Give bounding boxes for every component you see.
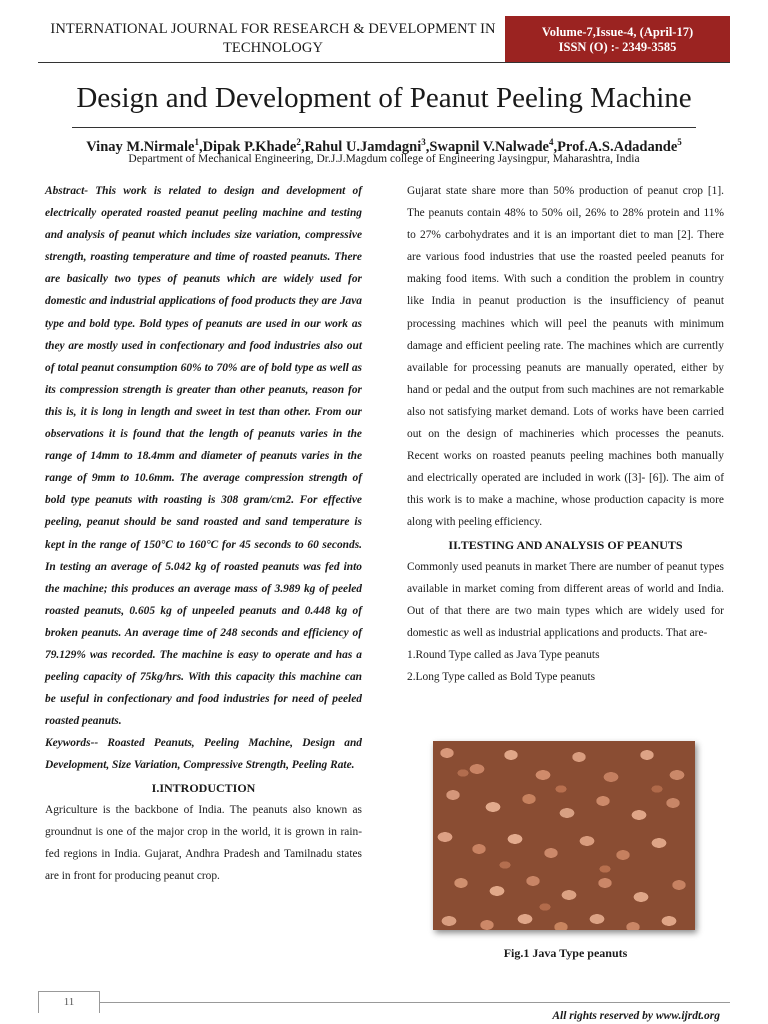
affiliation: Department of Mechanical Engineering, Dr.J.J.Magdum college of Engineering Jaysingpur, Maharashtra, India bbox=[128, 153, 640, 165]
journal-name bbox=[38, 20, 508, 58]
abstract-line: seconds to 60 seconds. In testing an average of 5.042 kg of bbox=[45, 538, 362, 573]
body-line: as groundnut is one of the major crop in the world, it is grown bbox=[45, 803, 362, 838]
abstract bbox=[45, 180, 362, 732]
journal-header bbox=[38, 16, 730, 62]
author-name: Rahul U.Jamdagni bbox=[304, 138, 422, 155]
abstract-line: average time of 248 seconds and efficiency of 79.129% was bbox=[45, 626, 362, 661]
abstract-line: peeled roasted peanuts. bbox=[45, 693, 362, 728]
author-affiliation-mark: 3 bbox=[421, 137, 426, 147]
abstract-line: applications of food products they are Java type and bold bbox=[45, 295, 362, 330]
body-line: out on the design of machineries which processes the peanuts. bbox=[407, 428, 724, 441]
journal-name-line2: TECHNOLOGY bbox=[222, 40, 324, 56]
abstract-line: temperature is kept in the range of 150°C to 160°C for 45 bbox=[45, 516, 362, 551]
author-name: Swapnil V.Nalwade bbox=[429, 138, 549, 155]
body-line: The machines which are currently available for processing bbox=[407, 339, 724, 374]
abstract-line: peanuts, reason for this is, it is long in length and sweet in bbox=[45, 383, 362, 418]
keywords-line: Rate. bbox=[330, 759, 355, 772]
body-line: Commonly used peanuts in market There are number of bbox=[407, 560, 664, 573]
author-affiliation-mark: 4 bbox=[548, 137, 554, 147]
body-line: the problem in country like India in peanut production is the bbox=[407, 273, 724, 308]
author-affiliation-mark: 2 bbox=[296, 137, 301, 147]
abstract-line: total peanut consumption 60% to 70% are of bold type as bbox=[57, 361, 327, 374]
body-line: satisfying market demand. Lots of works have been carried bbox=[447, 405, 724, 418]
section-2-heading: II.TESTING AND ANALYSIS OF PEANUTS bbox=[448, 537, 683, 552]
body-line: of world and India. Out of that there are two main types which bbox=[407, 582, 724, 617]
abstract-line: which are widely used for domestic and industrial bbox=[45, 273, 362, 308]
header-divider bbox=[38, 62, 730, 63]
body-line: man [2]. There are various food industries that use the roasted bbox=[407, 229, 724, 264]
abstract-line: 10.6mm. The average compression strength of bold type bbox=[45, 472, 362, 507]
author-affiliation-mark: 5 bbox=[677, 137, 682, 147]
body-line: insufficiency of peanut processing machines which will peel bbox=[407, 295, 724, 330]
figure-frame bbox=[433, 741, 695, 930]
issue-badge bbox=[505, 16, 730, 62]
abstract-line: test than other. From our observations it is found that the bbox=[45, 405, 362, 441]
abstract-line: mostly used in confectionary and food industries also out of bbox=[45, 339, 362, 374]
body-line: and 11% to 27% carbohydrates and it is an important diet to bbox=[407, 207, 724, 242]
body-line: [1]. The peanuts contain 48% to 50% oil, 26% to 28% protein bbox=[407, 185, 724, 220]
abstract-line: and diameter of peanuts varies in the range of 9mm to bbox=[45, 450, 363, 485]
body-line: Agriculture is the backbone of India. The peanuts also known bbox=[45, 803, 348, 816]
abstract-line: peeling, peanut should be sand roasted and sand bbox=[45, 516, 288, 529]
introduction-continued bbox=[407, 180, 724, 534]
volume-issue: Volume-7,Issue-4, (April-17) bbox=[541, 25, 694, 39]
left-column bbox=[45, 180, 362, 887]
author-name: Vinay M.Nirmale bbox=[86, 138, 195, 155]
body-line: and products. That are- bbox=[601, 626, 708, 639]
author-affiliation-mark: 1 bbox=[194, 137, 199, 147]
peanut-type-list-item: 1.Round Type called as Java Type peanuts bbox=[407, 648, 600, 661]
body-line: peeled peanuts for making food items. With such a condition bbox=[407, 251, 724, 286]
abstract-line: useful in confectionary and food industries for need of bbox=[60, 693, 328, 706]
abstract-line: capacity of 75kg/hrs. With this capacity this machine can be bbox=[45, 671, 362, 706]
introduction-text bbox=[45, 799, 362, 887]
author-list: Vinay M.Nirmale$^1$,Dipak P.Khade$^2$,Rahul U.Jamdagni$^3$,Swapnil V.Nalwade$^4$,Prof.A.S.Adadande$^5$ bbox=[86, 137, 682, 155]
body-line: the peanuts with minimum damage and efficient peeling rate. bbox=[407, 317, 724, 352]
title-divider bbox=[72, 127, 696, 128]
section-2-text bbox=[407, 556, 724, 644]
abstract-line: electrically operated roasted peanut peeling machine and bbox=[45, 207, 326, 220]
paper-title: Design and Development of Peanut Peeling Machine bbox=[76, 82, 692, 114]
right-column bbox=[407, 180, 724, 688]
abstract-line: roasted peanuts. There are basically two types of peanuts bbox=[45, 251, 362, 286]
body-line: manually and electrically operated are included in work ([3]- bbox=[407, 450, 724, 485]
body-line: Recent works on roasted peanuts peeling machines both bbox=[407, 450, 677, 463]
figure-caption: Fig.1 Java Type peanuts bbox=[503, 946, 628, 960]
copyright-notice: All rights reserved by www.ijrdt.org bbox=[552, 1010, 720, 1022]
body-line: in rain-fed regions in India. Gujarat, Andhra Pradesh and bbox=[45, 825, 362, 860]
java-peanuts-photo bbox=[433, 741, 695, 930]
abstract-line: compressive strength, roasting temperature and time of bbox=[45, 229, 363, 264]
abstract-line: roasted peanuts was fed into the machine; this produces an bbox=[45, 560, 362, 595]
author-name: Dipak P.Khade bbox=[202, 138, 297, 155]
keywords-line: Development, Size Variation, Compressive Strength, Peeling bbox=[45, 759, 328, 772]
body-line: production capacity is more along with peeling efficiency. bbox=[407, 494, 724, 529]
keywords bbox=[45, 732, 362, 776]
abstract-line: recorded. The machine is easy to operate and has a peeling bbox=[45, 648, 362, 684]
abstract-line: average mass of 3.989 kg of peeled roasted peanuts, 0.605 kg bbox=[45, 582, 362, 617]
body-line: output from such machines are not remarkable also not bbox=[407, 383, 724, 418]
journal-name-line1: INTERNATIONAL JOURNAL FOR RESEARCH & DEVELOPMENT IN bbox=[50, 21, 496, 37]
body-line: peanuts are manually operated, either by hand or pedal and the bbox=[407, 361, 724, 396]
body-line: are widely used for domestic as well as industrial applications bbox=[407, 604, 724, 639]
abstract-line: type. Bold types of peanuts are used in our work as they are bbox=[45, 317, 362, 352]
footer-divider bbox=[38, 1002, 730, 1003]
abstract-line: peanuts with roasting is 308 gram/cm2. For effective bbox=[95, 494, 362, 507]
abstract-line: well as its compression strength is greater than other bbox=[45, 361, 362, 396]
author-name: Prof.A.S.Adadande bbox=[557, 138, 678, 155]
body-line: peanut types available in market coming from different areas bbox=[407, 560, 724, 595]
keywords-line: Keywords-- Roasted Peanuts, Peeling Machine, Design and bbox=[45, 737, 362, 750]
page-number: 11 bbox=[38, 991, 100, 1013]
introduction-heading: I.INTRODUCTION bbox=[151, 780, 256, 795]
issn: ISSN (O) :- 2349-3585 bbox=[558, 40, 677, 54]
abstract-line: length of peanuts varies in the range of 14mm to 18.4mm bbox=[45, 428, 362, 463]
body-line: [6]). The aim of this work is to make a machine, whose bbox=[407, 472, 724, 507]
abstract-line: Abstract- This work is related to design and development of bbox=[45, 185, 362, 197]
body-line: Gujarat state share more than 50% production of peanut crop bbox=[407, 185, 703, 197]
abstract-line: testing and analysis of peanut which includes size variation, bbox=[45, 207, 362, 242]
abstract-line: of unpeeled peanuts and 0.448 kg of broken peanuts. An bbox=[45, 604, 362, 639]
peanut-type-list-item: 2.Long Type called as Bold Type peanuts bbox=[407, 670, 596, 683]
body-line: Tamilnadu states are in front for producing peanut crop. bbox=[45, 847, 362, 882]
